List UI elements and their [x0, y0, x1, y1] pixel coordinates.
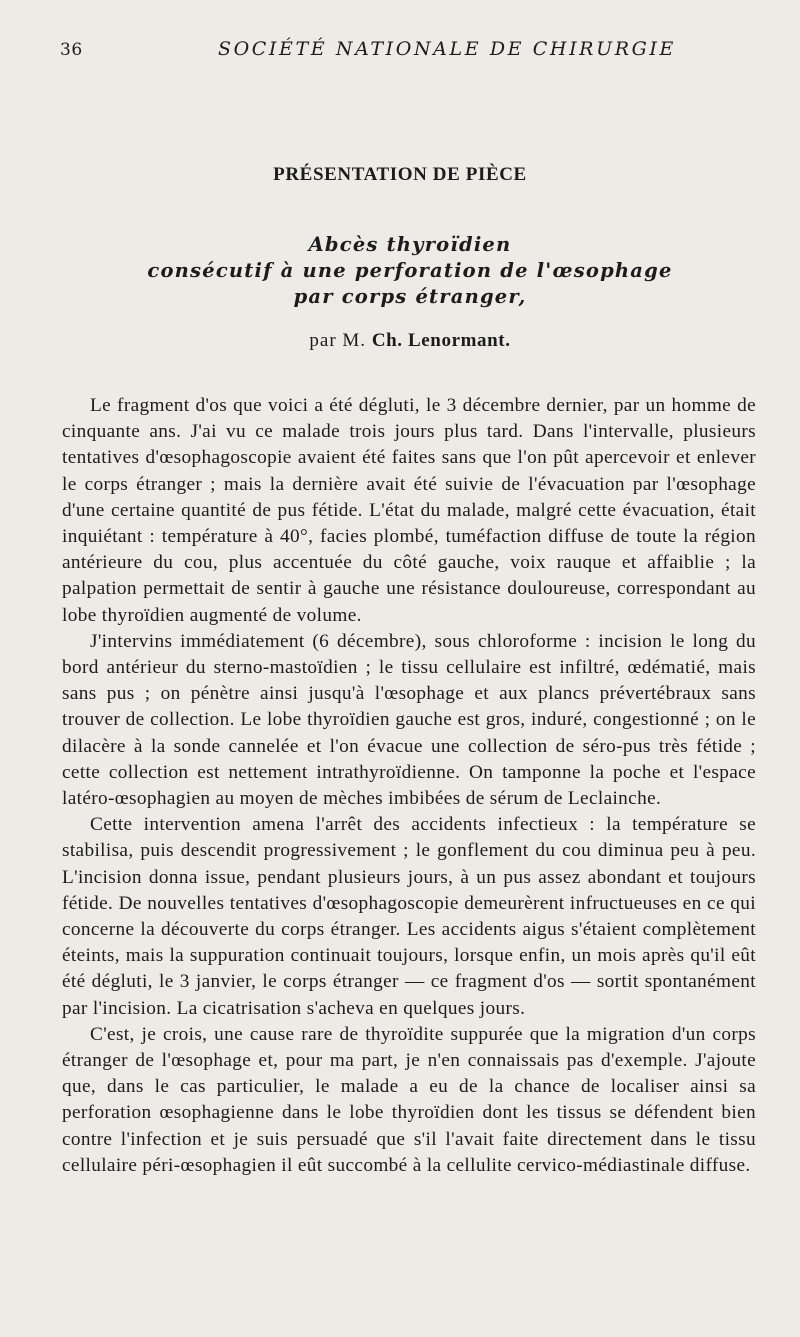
paragraph: Le fragment d'os que voici a été dégluti, le 3 décembre dernier, par un homme de cinquante ans. J'ai vu ce malade trois jours plus tard. Dans l'intervalle, plusieurs tentatives d'œsophagoscopie avaient été faites sans que l'on pût apercevoir et enlever le corps étranger ; mais la dernière avait été suivie de l'évacuation par l'œsophage d'une certaine quantité de pus fétide. L'état du malade, malgré cette évacuation, était inquiétant : température à 40°, facies plombé, tuméfaction diffuse de toute la région antérieure du cou, plus accentuée du côté gauche, voix rauque et affaiblie ; la palpation permettait de sentir à gauche une résistance douloureuse, correspondant au lobe thyroïdien augmenté de volume. [62, 395, 756, 626]
section-heading: PRÉSENTATION DE PIÈCE [273, 164, 527, 185]
paragraph: J'intervins immédiatement (6 décembre), sous chloroforme : incision le long du bord antérieur du sterno-mastoïdien ; le tissu cellulaire est infiltré, œdématié, mais sans pus ; on pénètre ainsi jusqu'à l'œsophage et aux plancs prévertébraux sans trouver de collection. Le lobe thyroïdien gauche est gros, induré, congestionné ; on le dilacère à la sonde cannelée et l'on évacue une collection de séro-pus très fétide ; cette collection est nettement intrathyroïdienne. On tamponne la poche et l'espace latéro-œsophagien au moyen de mèches imbibées de sérum de Leclainche. [62, 630, 756, 810]
paragraph: Cette intervention amena l'arrêt des accidents infectieux : la température se stabilisa, puis descendit progressivement ; le gonflement du cou diminua peu à peu. L'incision donna issue, pendant plusieurs jours, à un pus assez abondant et toujours fétide. De nouvelles tentatives d'œsophagoscopie demeurèrent infructueuses en ce qui concerne la découverte du corps étranger. Les accidents aigus s'étaient complètement éteints, mais la suppuration continuait toujours, lorsque enfin, un mois après qu'il eût été dégluti, le 3 janvier, le corps étranger — ce fragment d'os — sortit spontanément par l'incision. La cicatrisation s'acheva en quelques jours. [62, 814, 756, 1019]
byline [0, 330, 800, 352]
journal-title: SOCIÉTÉ NATIONALE DE CHIRURGIE [218, 38, 676, 60]
article-title [0, 232, 800, 310]
author-name: Ch. Lenormant. [371, 330, 511, 351]
article-body [62, 393, 756, 1179]
byline-prefix: par M. [309, 330, 367, 351]
title-line: Abcès thyroïdien [308, 233, 512, 256]
running-header [60, 38, 750, 68]
title-line: consécutif à une perforation de l'œsophage [147, 259, 673, 282]
title-line: par corps étranger, [293, 285, 527, 308]
page-number: 36 [60, 40, 83, 60]
paragraph: C'est, je crois, une cause rare de thyroïdite suppurée que la migration d'un corps étranger de l'œsophage et, pour ma part, je n'en connaissais pas d'exemple. J'ajoute que, dans le cas particulier, le malade a eu de la chance de localiser ainsi sa perforation œsophagienne dans le lobe thyroïdien dont les tissus se défendent bien contre l'infection et je suis persuadé que s'il l'avait faite directement dans le tissu cellulaire péri-œsophagien il eût succombé à la cellulite cervico-médiastinale diffuse. [62, 1023, 756, 1176]
